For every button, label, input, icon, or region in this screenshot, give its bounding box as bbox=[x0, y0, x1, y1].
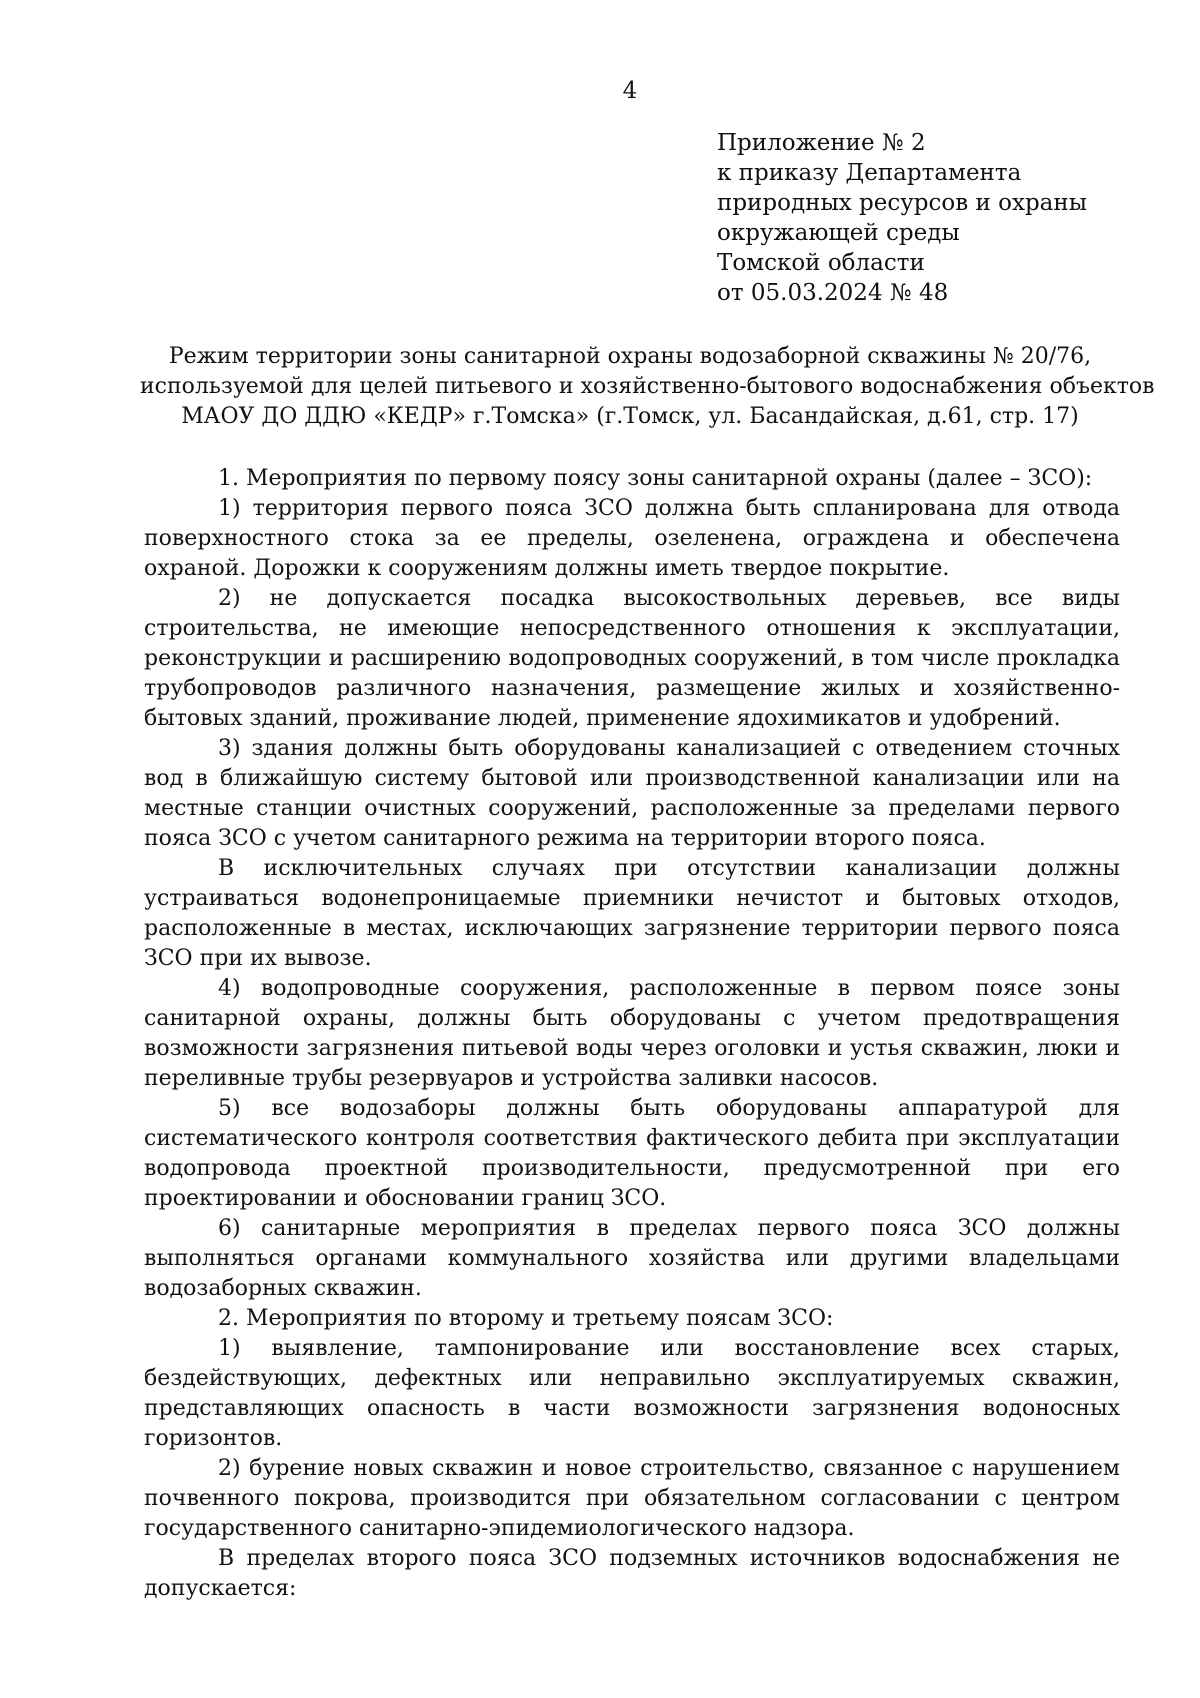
paragraph: 5) все водозаборы должны быть оборудованы аппаратурой для систематического контроля соответствия фактического дебита при эксплуатации водопровода проектной производительности, предусмотренной при его проектировании и обосновании границ ЗСО. bbox=[144, 1096, 1120, 1211]
annex-block bbox=[717, 128, 1157, 308]
title-line: Режим территории зоны санитарной охраны водозаборной скважины № 20/76, bbox=[168, 344, 1092, 369]
paragraph: 2. Мероприятия по второму и третьему поясам ЗСО: bbox=[218, 1306, 834, 1331]
paragraph: 1) территория первого пояса ЗСО должна быть спланирована для отвода поверхностного стока за ее пределы, озеленена, ограждена и обеспечена охраной. Дорожки к сооружениям должны иметь твердое покрытие. bbox=[144, 496, 1120, 581]
title-line: используемой для целей питьевого и хозяйственно-бытового водоснабжения объектов bbox=[140, 374, 1155, 399]
paragraph: 2) бурение новых скважин и новое строительство, связанное с нарушением почвенного покрова, производится при обязательном согласовании с центром государственного санитарно-эпидемиологического надзора. bbox=[144, 1456, 1120, 1541]
annex-line: Томской области bbox=[717, 250, 925, 276]
paragraph: 4) водопроводные сооружения, расположенные в первом поясе зоны санитарной охраны, должны быть оборудованы с учетом предотвращения возможности загрязнения питьевой воды через оголовки и устья скважин, люки и переливные трубы резервуаров и устройства заливки насосов. bbox=[144, 976, 1120, 1091]
page-number: 4 bbox=[622, 78, 638, 104]
paragraph: В пределах второго пояса ЗСО подземных источников водоснабжения не допускается: bbox=[144, 1546, 1120, 1601]
annex-line: к приказу Департамента bbox=[717, 160, 1022, 186]
annex-line: природных ресурсов и охраны bbox=[717, 190, 1088, 216]
annex-line: от 05.03.2024 № 48 bbox=[717, 280, 949, 306]
paragraph: 3) здания должны быть оборудованы канализацией с отведением сточных вод в ближайшую систему бытовой или производственной канализации или на местные станции очистных сооружений, расположенные за пределами первого пояса ЗСО с учетом санитарного режима на территории второго пояса. bbox=[144, 736, 1120, 851]
document-title bbox=[140, 342, 1155, 432]
annex-line: Приложение № 2 bbox=[717, 130, 926, 156]
paragraph: 2) не допускается посадка высокоствольных деревьев, все виды строительства, не имеющие непосредственного отношения к эксплуатации, реконструкции и расширению водопроводных сооружений, в том числе прокладка трубопроводов различного назначения, размещение жилых и хозяйственно-бытовых зданий, проживание людей, применение ядохимикатов и удобрений. bbox=[144, 586, 1120, 731]
document-body bbox=[144, 464, 1120, 1604]
annex-line: окружающей среды bbox=[717, 220, 960, 246]
title-line: МАОУ ДО ДДЮ «КЕДР» г.Томска» (г.Томск, ул. Басандайская, д.61, стр. 17) bbox=[181, 404, 1079, 429]
paragraph: 6) санитарные мероприятия в пределах первого пояса ЗСО должны выполняться органами коммунального хозяйства или другими владельцами водозаборных скважин. bbox=[144, 1216, 1120, 1301]
paragraph: В исключительных случаях при отсутствии канализации должны устраиваться водонепроницаемые приемники нечистот и бытовых отходов, расположенные в местах, исключающих загрязнение территории первого пояса ЗСО при их вывозе. bbox=[144, 856, 1120, 971]
paragraph: 1) выявление, тампонирование или восстановление всех старых, бездействующих, дефектных или неправильно эксплуатируемых скважин, представляющих опасность в части возможности загрязнения водоносных горизонтов. bbox=[144, 1336, 1120, 1451]
paragraph: 1. Мероприятия по первому поясу зоны санитарной охраны (далее – ЗСО): bbox=[218, 466, 1093, 491]
